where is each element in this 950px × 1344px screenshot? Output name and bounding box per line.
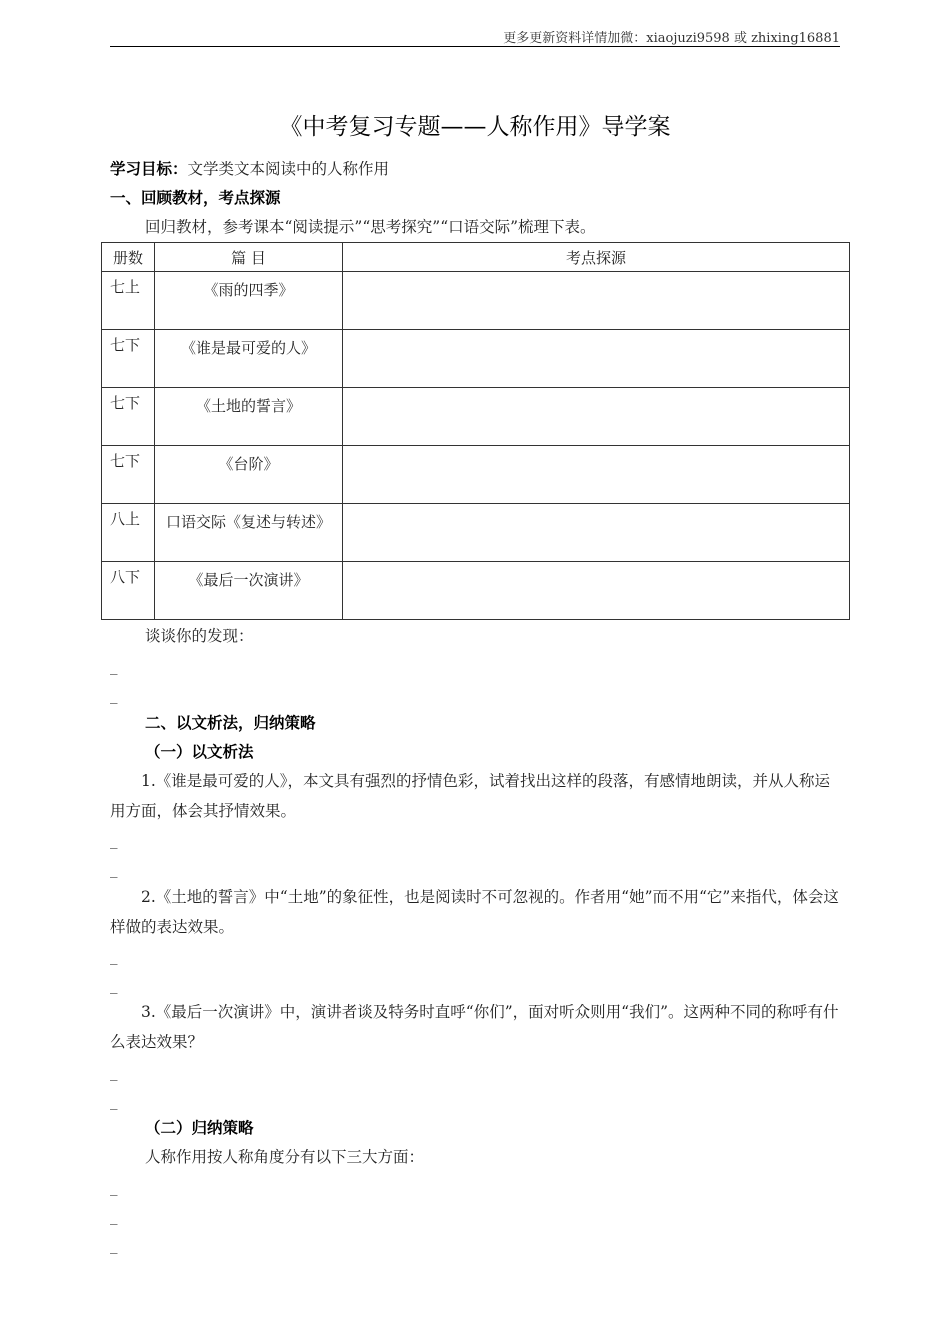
header-note: 更多更新资料详情加微：xiaojuzi9598 或 zhixing16881 xyxy=(503,31,840,46)
answer-blank[interactable]: _ xyxy=(110,1178,118,1196)
table-row xyxy=(102,330,850,388)
learning-goal xyxy=(110,159,389,179)
cell-title: 《土地的誓言》 xyxy=(195,397,301,415)
cell-volume: 七下 xyxy=(110,452,141,470)
cell-title: 《谁是最可爱的人》 xyxy=(180,339,316,357)
table-header-row xyxy=(102,243,850,272)
table-row xyxy=(102,272,850,330)
answer-blank[interactable]: _ xyxy=(110,1236,118,1254)
header-source: 考点探源 xyxy=(343,243,850,272)
answer-blank[interactable]: _ xyxy=(110,976,118,994)
learning-goal-label: 学习目标： xyxy=(110,160,188,178)
cell-title: 《雨的四季》 xyxy=(203,281,294,299)
answer-blank[interactable]: _ xyxy=(110,1092,118,1110)
question-1: 1.《谁是最可爱的人》，本文具有强烈的抒情色彩，试着找出这样的段落，有感情地朗读，并从人称运用方面，体会其抒情效果。 xyxy=(110,772,831,820)
section1-heading: 一、回顾教材，考点探源 xyxy=(110,189,281,207)
section2-heading: 二、以文析法，归纳策略 xyxy=(145,714,316,732)
table-row xyxy=(102,562,850,620)
answer-blank[interactable]: _ xyxy=(110,657,118,675)
cell-source-input[interactable] xyxy=(343,446,850,504)
discovery-prompt: 谈谈你的发现： xyxy=(145,627,254,645)
cell-source-input[interactable] xyxy=(343,504,850,562)
review-table xyxy=(101,242,850,620)
section1-intro: 回归教材，参考课本“阅读提示”“思考探究”“口语交际”梳理下表。 xyxy=(145,218,596,236)
sub-heading-analysis: （一）以文析法 xyxy=(145,743,254,761)
answer-blank[interactable]: _ xyxy=(110,1063,118,1081)
sub-heading-strategy: （二）归纳策略 xyxy=(145,1119,254,1137)
header-title: 篇 目 xyxy=(155,243,343,272)
answer-blank[interactable]: _ xyxy=(110,686,118,704)
cell-source-input[interactable] xyxy=(343,388,850,446)
cell-source-input[interactable] xyxy=(343,330,850,388)
cell-volume: 八下 xyxy=(110,568,141,586)
question-2: 2.《土地的誓言》中“土地”的象征性，也是阅读时不可忽视的。作者用“她”而不用“它”来指代，体会这样做的表达效果。 xyxy=(110,888,839,936)
learning-goal-text: 文学类文本阅读中的人称作用 xyxy=(187,160,390,178)
table-row xyxy=(102,388,850,446)
answer-blank[interactable]: _ xyxy=(110,831,118,849)
answer-blank[interactable]: _ xyxy=(110,860,118,878)
table-row xyxy=(102,446,850,504)
strategy-summary: 人称作用按人称角度分有以下三大方面： xyxy=(145,1148,425,1166)
cell-volume: 七下 xyxy=(110,336,141,354)
cell-volume: 七下 xyxy=(110,394,141,412)
cell-source-input[interactable] xyxy=(343,562,850,620)
cell-source-input[interactable] xyxy=(343,272,850,330)
page-title: 《中考复习专题——人称作用》导学案 xyxy=(279,114,671,140)
answer-blank[interactable]: _ xyxy=(110,947,118,965)
answer-blank[interactable]: _ xyxy=(110,1207,118,1225)
cell-title: 《最后一次演讲》 xyxy=(188,571,309,589)
cell-title: 口语交际《复述与转述》 xyxy=(165,513,331,531)
header-volume: 册数 xyxy=(102,243,155,272)
cell-volume: 七上 xyxy=(110,278,141,296)
question-3: 3.《最后一次演讲》中，演讲者谈及特务时直呼“你们”，面对听众则用“我们”。这两种不同的称呼有什么表达效果？ xyxy=(110,1003,839,1051)
header-divider xyxy=(110,46,840,47)
table-row xyxy=(102,504,850,562)
cell-title: 《台阶》 xyxy=(218,455,279,473)
cell-volume: 八上 xyxy=(110,510,141,528)
